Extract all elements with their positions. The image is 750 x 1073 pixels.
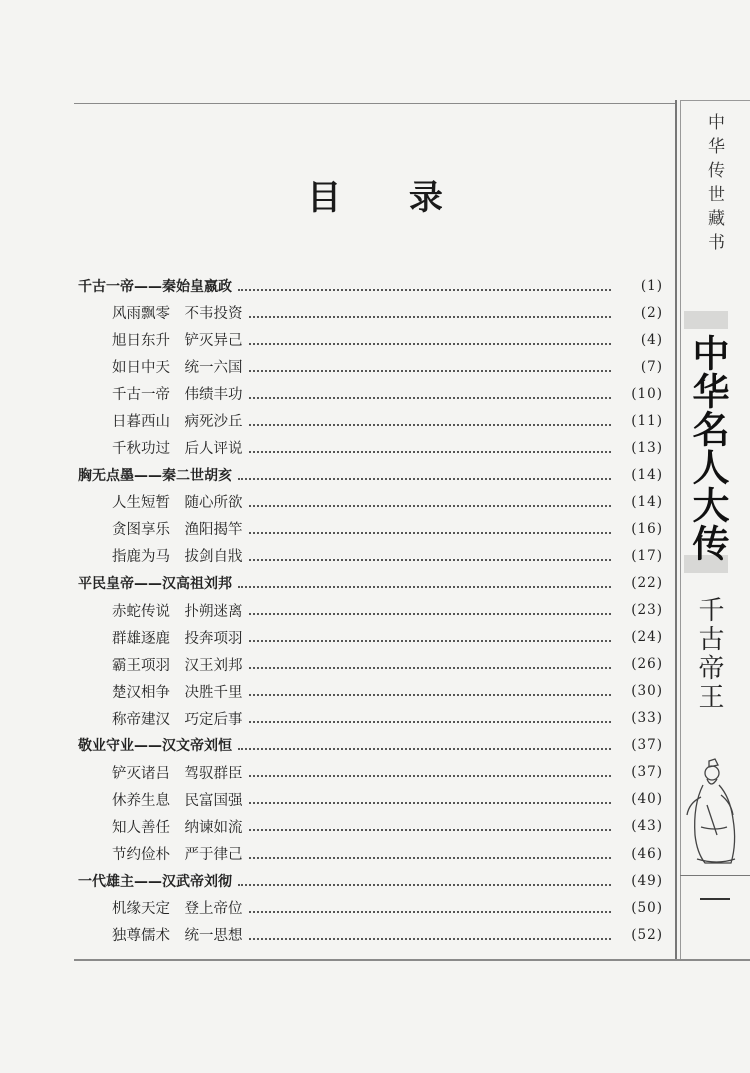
toc-chapter-entry: [78, 732, 663, 759]
toc-entry-label: 人生短暂 随心所欲: [112, 495, 243, 512]
toc-entry-label: 铲灭诸吕 驾驭群臣: [112, 765, 243, 782]
dot-leader: [249, 857, 612, 859]
toc-entry-label: 称帝建汉 巧定后事: [112, 711, 243, 728]
toc-page-number: (10): [631, 385, 663, 402]
toc-entry-label: 节约俭朴 严于律己: [112, 847, 243, 863]
dot-leader: [249, 640, 612, 642]
toc-chapter-entry: [78, 272, 663, 299]
top-rule: [74, 103, 675, 104]
toc-section-entry: [78, 407, 663, 434]
dot-leader: [249, 911, 612, 913]
toc-page-number: (26): [631, 656, 663, 673]
toc-entry-label: 楚汉相争 决胜千里: [112, 684, 243, 701]
dot-leader: [249, 532, 612, 534]
side-divider: [675, 100, 677, 961]
toc-entry-label: 机缘天定 登上帝位: [112, 901, 243, 918]
toc-page-number: (13): [631, 439, 663, 456]
table-of-contents: [78, 272, 663, 948]
toc-section-entry: [78, 515, 663, 542]
toc-section-entry: [78, 434, 663, 461]
toc-page-number: (11): [631, 412, 663, 429]
title-bracket-top: [684, 311, 728, 329]
dot-leader: [249, 343, 612, 345]
dot-leader: [249, 451, 612, 453]
toc-page-number: (14): [631, 493, 663, 510]
toc-entry-label: 贪图享乐 渔阳揭竿: [112, 522, 243, 539]
toc-entry-label: 霸王项羽 汉王刘邦: [112, 657, 243, 674]
toc-entry-label: 休养生息 民富国强: [112, 792, 243, 809]
dot-leader: [238, 748, 611, 750]
dot-leader: [249, 802, 612, 804]
toc-page-number: (22): [631, 575, 663, 592]
dot-leader: [249, 316, 612, 318]
toc-page-number: (52): [631, 926, 663, 943]
toc-section-entry: [78, 921, 663, 948]
toc-page-number: (33): [631, 710, 663, 727]
dot-leader: [249, 505, 612, 507]
toc-page-number: (4): [640, 331, 663, 348]
folio-rule: [680, 875, 750, 876]
book-subtitle: 千古帝王: [694, 596, 724, 712]
dot-leader: [238, 884, 611, 886]
toc-page-number: (1): [640, 277, 663, 294]
toc-chapter-entry: [78, 867, 663, 894]
dot-leader: [249, 667, 612, 669]
dot-leader: [238, 478, 611, 480]
toc-page-number: (46): [631, 845, 663, 862]
dot-leader: [249, 424, 612, 426]
toc-entry-label: 平民皇帝——汉高祖刘邦: [78, 576, 232, 593]
series-title: 中华传世藏书: [704, 113, 724, 257]
toc-chapter-entry: [78, 570, 663, 597]
toc-page-number: (24): [631, 629, 663, 646]
toc-page-number: (43): [631, 818, 663, 835]
toc-section-entry: [78, 299, 663, 326]
toc-section-entry: [78, 894, 663, 921]
ancient-scholar-portrait-icon: [683, 757, 739, 867]
toc-section-entry: [78, 705, 663, 732]
toc-section-entry: [78, 488, 663, 515]
toc-page-number: (7): [640, 358, 663, 375]
toc-section-entry: [78, 840, 663, 867]
toc-section-entry: [78, 542, 663, 569]
dot-leader: [238, 586, 611, 588]
toc-entry-label: 胸无点墨——秦二世胡亥: [78, 467, 232, 484]
toc-section-entry: [78, 597, 663, 624]
dot-leader: [249, 370, 612, 372]
dot-leader: [249, 775, 612, 777]
toc-entry-label: 旭日东升 铲灭异己: [112, 333, 243, 350]
toc-entry-label: 千秋功过 后人评说: [112, 441, 243, 458]
toc-page-number: (16): [631, 520, 663, 537]
toc-page-number: (17): [631, 547, 663, 564]
toc-entry-label: 敬业守业——汉文帝刘恒: [78, 738, 232, 755]
toc-section-entry: [78, 380, 663, 407]
toc-section-entry: [78, 813, 663, 840]
toc-entry-label: 独尊儒术 统一思想: [112, 928, 243, 945]
dot-leader: [249, 397, 612, 399]
dot-leader: [238, 289, 611, 291]
toc-entry-label: 如日中天 统一六国: [112, 360, 243, 377]
toc-page-number: (37): [631, 764, 663, 781]
toc-page-number: (14): [631, 466, 663, 483]
toc-entry-label: 赤蛇传说 扑朔迷离: [112, 603, 243, 620]
page-number: [700, 898, 730, 900]
page-title: 目 录: [307, 178, 471, 218]
toc-page-number: (30): [631, 683, 663, 700]
toc-page-number: (50): [631, 899, 663, 916]
toc-entry-label: 指鹿为马 拔剑自戕: [112, 549, 243, 566]
dot-leader: [249, 613, 612, 615]
toc-page-number: (23): [631, 602, 663, 619]
dot-leader: [249, 694, 612, 696]
toc-entry-label: 知人善任 纳谏如流: [112, 819, 243, 836]
toc-section-entry: [78, 759, 663, 786]
toc-section-entry: [78, 353, 663, 380]
book-title: 中华名人大传: [686, 334, 729, 562]
dot-leader: [249, 829, 612, 831]
toc-entry-label: 千古一帝——秦始皇嬴政: [78, 278, 232, 295]
toc-entry-label: 风雨飘零 不韦投资: [112, 306, 243, 323]
toc-page-number: (2): [640, 304, 663, 321]
bottom-rule: [74, 959, 750, 961]
toc-section-entry: [78, 786, 663, 813]
toc-section-entry: [78, 624, 663, 651]
toc-page-number: (37): [631, 737, 663, 754]
toc-section-entry: [78, 651, 663, 678]
toc-entry-label: 群雄逐鹿 投奔项羽: [112, 630, 243, 647]
toc-entry-label: 日暮西山 病死沙丘: [112, 414, 243, 431]
toc-entry-label: 千古一帝 伟绩丰功: [112, 387, 243, 404]
toc-section-entry: [78, 326, 663, 353]
dot-leader: [249, 559, 612, 561]
toc-chapter-entry: [78, 461, 663, 488]
dot-leader: [249, 938, 612, 940]
dot-leader: [249, 721, 612, 723]
side-divider-inner: [680, 100, 681, 961]
toc-entry-label: 一代雄主——汉武帝刘彻: [78, 873, 232, 890]
side-top-rule: [680, 100, 750, 101]
toc-section-entry: [78, 678, 663, 705]
toc-page-number: (49): [631, 872, 663, 889]
toc-page-number: (40): [631, 791, 663, 808]
